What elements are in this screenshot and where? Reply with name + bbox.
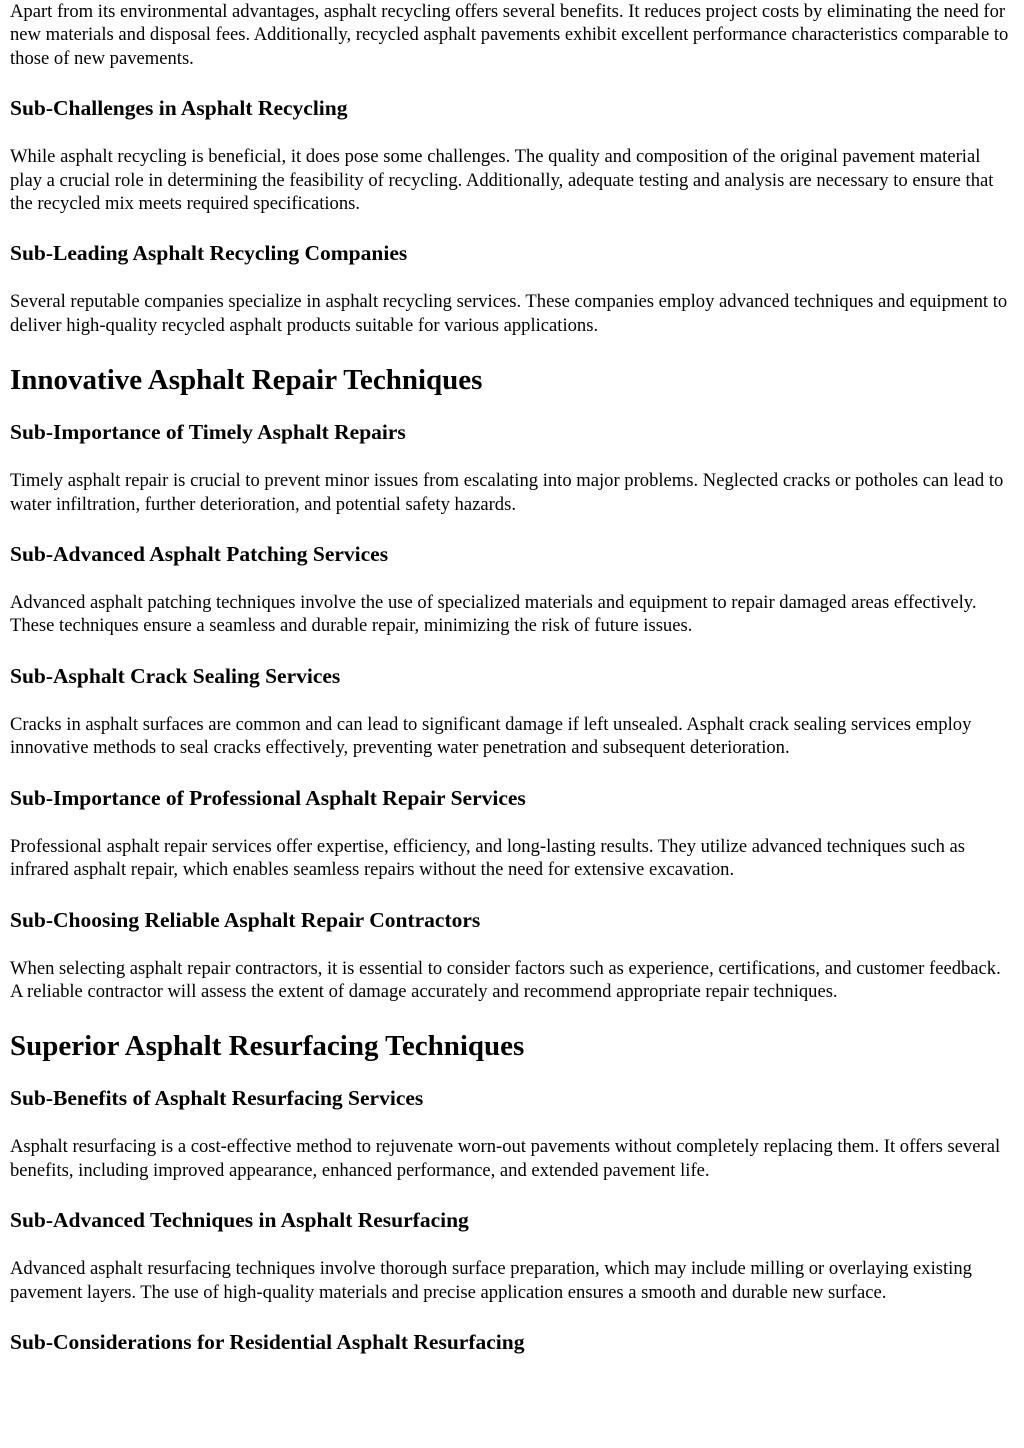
heading-resurfacing-benefits: Sub-Benefits of Asphalt Resurfacing Services: [10, 1086, 424, 1111]
heading-patching-services: Sub-Advanced Asphalt Patching Services: [10, 542, 389, 567]
section-title-repair: Innovative Asphalt Repair Techniques: [10, 364, 483, 397]
heading-recycling-companies: Sub-Leading Asphalt Recycling Companies: [10, 241, 408, 266]
heading-professional-repair: Sub-Importance of Professional Asphalt Repair Services: [10, 785, 526, 810]
paragraph-repair-contractors: When selecting asphalt repair contractors, it is essential to consider factors such as experience, certifications, and customer feedback. A reliable contractor will assess the extent of damage accurately and recommend appropriate repair techniques.: [10, 957, 1001, 1002]
paragraph-crack-sealing: Cracks in asphalt surfaces are common and can lead to significant damage if left unsealed. Asphalt crack sealing services employ innovative methods to seal cracks effectively, preventing water penetration and subsequent deterioration.: [10, 713, 972, 759]
section-title-resurfacing: Superior Asphalt Resurfacing Techniques: [10, 1030, 525, 1063]
paragraph-patching-services: Advanced asphalt patching techniques involve the use of specialized materials and equipment to repair damaged areas effectively. These techniques ensure a seamless and durable repair, minimizing the risk of future issues.: [10, 592, 977, 637]
heading-repair-contractors: Sub-Choosing Reliable Asphalt Repair Contractors: [10, 907, 481, 932]
paragraph-professional-repair: Professional asphalt repair services offer expertise, efficiency, and long-lasting results. They utilize advanced techniques such as infrared asphalt repair, which enables seamless repairs without the need for extensive excavation.: [10, 835, 966, 881]
paragraph-timely-repairs: Timely asphalt repair is crucial to prevent minor issues from escalating into major problems. Neglected cracks or potholes can lead to water infiltration, further deterioration, and potential safety hazards.: [10, 470, 1004, 515]
paragraph-recycling-companies: Several reputable companies specialize in asphalt recycling services. These companies employ advanced techniques and equipment to deliver high-quality recycled asphalt products suitable for various applications.: [10, 291, 1008, 336]
paragraph-resurfacing-advanced: Advanced asphalt resurfacing techniques involve thorough surface preparation, which may include milling or overlaying existing pavement layers. The use of high-quality materials and precise application ensures a smooth and durable new surface.: [10, 1258, 972, 1303]
heading-recycling-challenges: Sub-Challenges in Asphalt Recycling: [10, 96, 348, 121]
heading-resurfacing-advanced: Sub-Advanced Techniques in Asphalt Resurfacing: [10, 1208, 469, 1233]
paragraph-recycling-challenges: While asphalt recycling is beneficial, it does pose some challenges. The quality and composition of the original pavement material play a crucial role in determining the feasibility of recycling. Additionally, adequate testing and analysis are necessary to ensure that the recycled mix meets required specifications.: [10, 146, 994, 215]
intro-paragraph: Apart from its environmental advantages, asphalt recycling offers several benefits. It reduces project costs by eliminating the need for new materials and disposal fees. Additionally, recycled asphalt pavements exhibit excellent performance characteristics comparable to those of new pavements.: [10, 1, 1009, 69]
heading-crack-sealing: Sub-Asphalt Crack Sealing Services: [10, 663, 341, 688]
paragraph-resurfacing-benefits: Asphalt resurfacing is a cost-effective method to rejuvenate worn-out pavements without completely replacing them. It offers several benefits, including improved appearance, enhanced performance, and extended pavement life.: [10, 1136, 1001, 1181]
heading-residential-resurfacing: Sub-Considerations for Residential Asphalt Resurfacing: [10, 1329, 525, 1354]
heading-timely-repairs: Sub-Importance of Timely Asphalt Repairs: [10, 420, 406, 445]
